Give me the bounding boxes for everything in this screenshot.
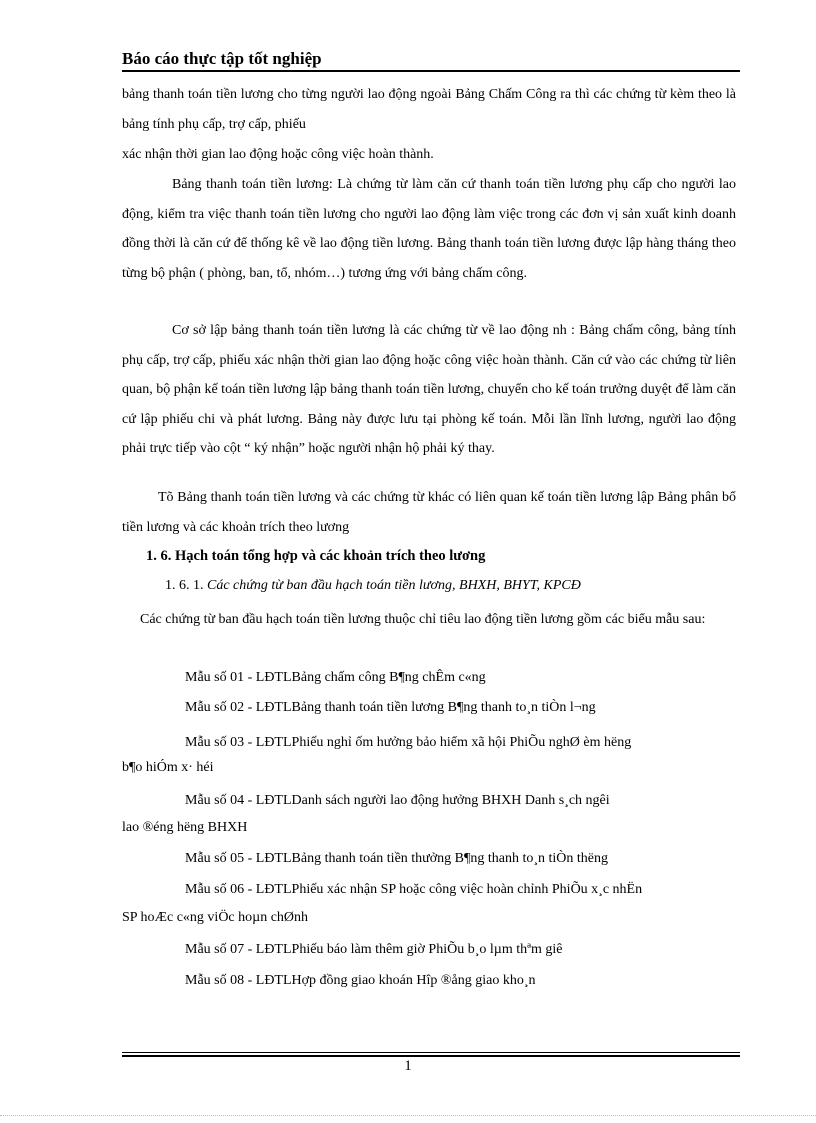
footer-rule	[122, 1052, 740, 1053]
footer-rule	[122, 1055, 740, 1057]
form-item: Mẫu số 06 - LĐTLPhiếu xác nhận SP hoặc công việc hoàn chỉnh PhiÕu x¸c nhËn	[185, 882, 643, 897]
form-item-continuation: lao ®éng hëng BHXH	[122, 820, 248, 835]
form-item: Mẫu số 04 - LĐTLDanh sách người lao động hưởng BHXH Danh s¸ch ngêi	[185, 793, 610, 808]
page-bottom-border	[0, 1115, 816, 1116]
form-item: Mẫu số 01 - LĐTLBảng chấm công B¶ng chÊm c«ng	[185, 670, 486, 685]
form-item-continuation: SP hoÆc c«ng viÖc hoµn chØnh	[122, 910, 309, 925]
paragraph-continuation: bảng thanh toán tiền lương cho từng người lao động ngoài Bảng Chấm Công ra thì các chứng từ kèm theo là bảng tính phụ cấp, trợ cấp, phiếu	[122, 87, 736, 132]
document-header-title: Báo cáo thực tập tốt nghiệp	[122, 49, 322, 68]
form-item: Mẫu số 08 - LĐTLHợp đồng giao khoán Hîp ®ång giao kho¸n	[185, 973, 536, 988]
page-number: 1	[404, 1058, 412, 1074]
form-item: Mẫu số 03 - LĐTLPhiếu nghỉ ốm hưởng bảo hiểm xã hội PhiÕu nghØ èm hëng	[185, 735, 632, 750]
paragraph-payroll-sheet: Bảng thanh toán tiền lương: Là chứng từ làm căn cứ thanh toán tiền lương phụ cấp cho người lao động, kiểm tra việc thanh toán tiền lương cho người lao động làm việc trong các đơn vị sản xuất kinh doanh đồng thời là căn cứ để thống kê về lao động tiền lương. Bảng thanh toán tiền lương được lập hàng tháng theo từng bộ phận ( phòng, ban, tổ, nhóm…) tương ứng với bảng chấm công.	[122, 177, 736, 281]
form-item: Mẫu số 02 - LĐTLBảng thanh toán tiền lương B¶ng thanh to¸n tiÒn l¬ng	[185, 700, 596, 715]
paragraph-continuation-line: xác nhận thời gian lao động hoặc công việc hoàn thành.	[122, 147, 434, 162]
form-item: Mẫu số 07 - LĐTLPhiếu báo làm thêm giờ PhiÕu b¸o lµm thªm giê	[185, 942, 563, 957]
section-heading: 1. 6. Hạch toán tổng hợp và các khoản trích theo lương	[146, 548, 486, 564]
header-rule	[122, 70, 740, 72]
paragraph-allocation: Tõ Bảng thanh toán tiền lương và các chứng từ khác có liên quan kế toán tiền lương lập Bảng phân bổ tiền lương và các khoản trích theo lương	[122, 490, 736, 535]
subsection-heading	[165, 578, 581, 594]
form-item: Mẫu số 05 - LĐTLBảng thanh toán tiền thưởng B¶ng thanh to¸n tiÒn thëng	[185, 851, 609, 866]
subsection-number: 1. 6. 1.	[165, 578, 204, 593]
paragraph-payroll-basis: Cơ sở lập bảng thanh toán tiền lương là các chứng từ về lao động nh : Bảng chấm công, bảng tính phụ cấp, trợ cấp, phiếu xác nhận thời gian lao động hoặc công việc hoàn thành. Căn cứ vào các chứng từ liên quan, bộ phận kế toán tiền lương lập bảng thanh toán tiền lương, chuyển cho kế toán trưởng duyệt để làm căn cứ lập phiếu chi và phát lương. Bảng này được lưu tại phòng kế toán. Mỗi lần lĩnh lương, người lao động phải trực tiếp vào cột “ ký nhận” hoặc người nhận hộ phải ký thay.	[122, 323, 736, 456]
paragraph-forms-intro: Các chứng từ ban đầu hạch toán tiền lương thuộc chỉ tiêu lao động tiền lương gồm các biểu mẫu sau:	[140, 612, 706, 627]
form-item-continuation: b¶o hiÓm x· héi	[122, 760, 214, 775]
subsection-title: Các chứng từ ban đầu hạch toán tiền lương, BHXH, BHYT, KPCĐ	[203, 578, 581, 593]
